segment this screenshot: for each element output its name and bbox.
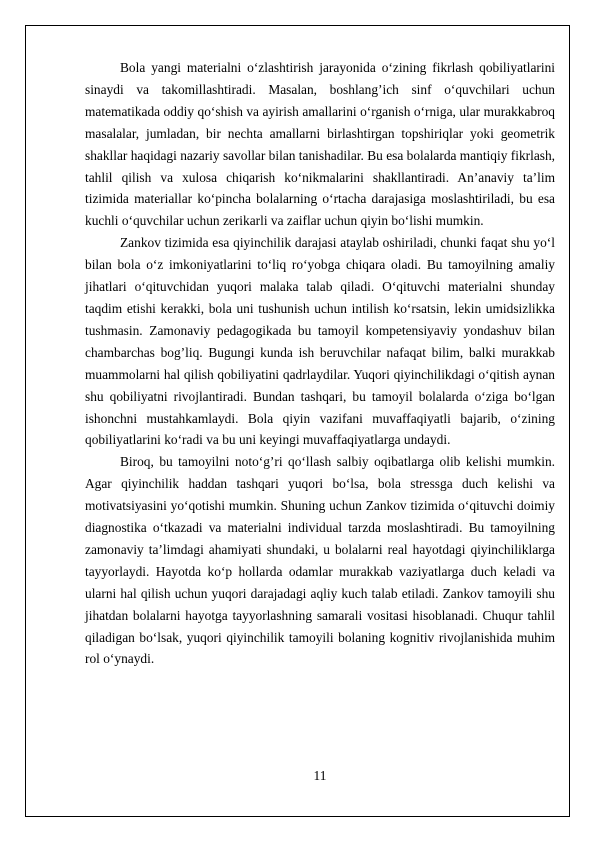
page-number: 11 bbox=[313, 768, 327, 783]
paragraph-1: Bola yangi materialni o‘zlashtirish jarayonida o‘zining fikrlash qobiliyatlarini sinaydi va takomillashtiradi. Masalan, boshlang’ich sinf o‘quvchilari uchun matematikada oddiy qo‘shish va ayirish amallarini o‘rganish o‘rniga, ular murakkabroq masalalar, jumladan, bir nechta amallarni birlashtirgan topshiriqlar yoki geometrik shakllar haqidagi nazariy savollar bilan tanishadilar. Bu esa bolalarda mantiqiy fikrlash, tahlil qilish va xulosa chiqarish ko‘nikmalarini shakllantiradi. An’anaviy ta’lim tizimida materiallar ko‘pincha bolalarning o‘rtacha darajasiga moslashtiriladi, bu esa kuchli o‘quvchilar uchun zerikarli va zaiflar uchun qiyin bo‘lishi mumkin. bbox=[85, 60, 556, 229]
paragraph-2: Zankov tizimida esa qiyinchilik darajasi ataylab oshiriladi, chunki faqat shu yo‘l bilan bola o‘z imkoniyatlarini to‘liq ro‘yobga chiqara oladi. Bu tamoyilning amaliy jihatlari o‘qituvchidan yuqori malaka talab qiladi. O‘qituvchi materialni shunday taqdim etishi kerakki, bola uni tushunish uchun intilish ko‘rsatsin, lekin umidsizlikka tushmasin. Zamonaviy pedagogikada bu tamoyil kompetensiyaviy yondashuv bilan chambarchas bog’liq. Bugungi kunda ish beruvchilar nafaqat bilim, balki murakkab muammolarni hal qilish qobiliyatini qadrlaydilar. Yuqori qiyinchilikdagi o‘qitish aynan shu qobiliyatni rivojlantiradi. Bundan tashqari, bu tamoyil bolalarda o‘ziga bo‘lgan ishonchni mustahkamlaydi. Bola qiyin vazifani muvaffaqiyatli bajarib, o‘zining qobiliyatlarini ko‘radi va bu uni keyingi muvaffaqiyatlarga undaydi. bbox=[85, 235, 555, 448]
document-body bbox=[85, 57, 555, 670]
paragraph-3: Biroq, bu tamoyilni noto‘g’ri qo‘llash salbiy oqibatlarga olib kelishi mumkin. Agar qiyinchilik haddan tashqari yuqori bo‘lsa, bola stressga duch kelishi va motivatsiyasini yo‘qotishi mumkin. Shuning uchun Zankov tizimida o‘qituvchi doimiy diagnostika o‘tkazadi va materialni individual tarzda moslashtiradi. Bu tamoyilning zamonaviy ta’limdagi ahamiyati shundaki, u bolalarni real hayotdagi qiyinchiliklarga tayyorlaydi. Hayotda ko‘p hollarda odamlar murakkab vaziyatlarga duch keladi va ularni hal qilish uchun yuqori darajadagi aqliy kuch talab etiladi. Zankov tamoyili shu jihatdan bolalarni hayotga tayyorlashning samarali vositasi hisoblanadi. Chuqur tahlil qiladigan bo‘lsak, yuqori qiyinchilik tamoyili bolaning kognitiv rivojlanishida muhim rol o‘ynaydi. bbox=[85, 454, 555, 667]
